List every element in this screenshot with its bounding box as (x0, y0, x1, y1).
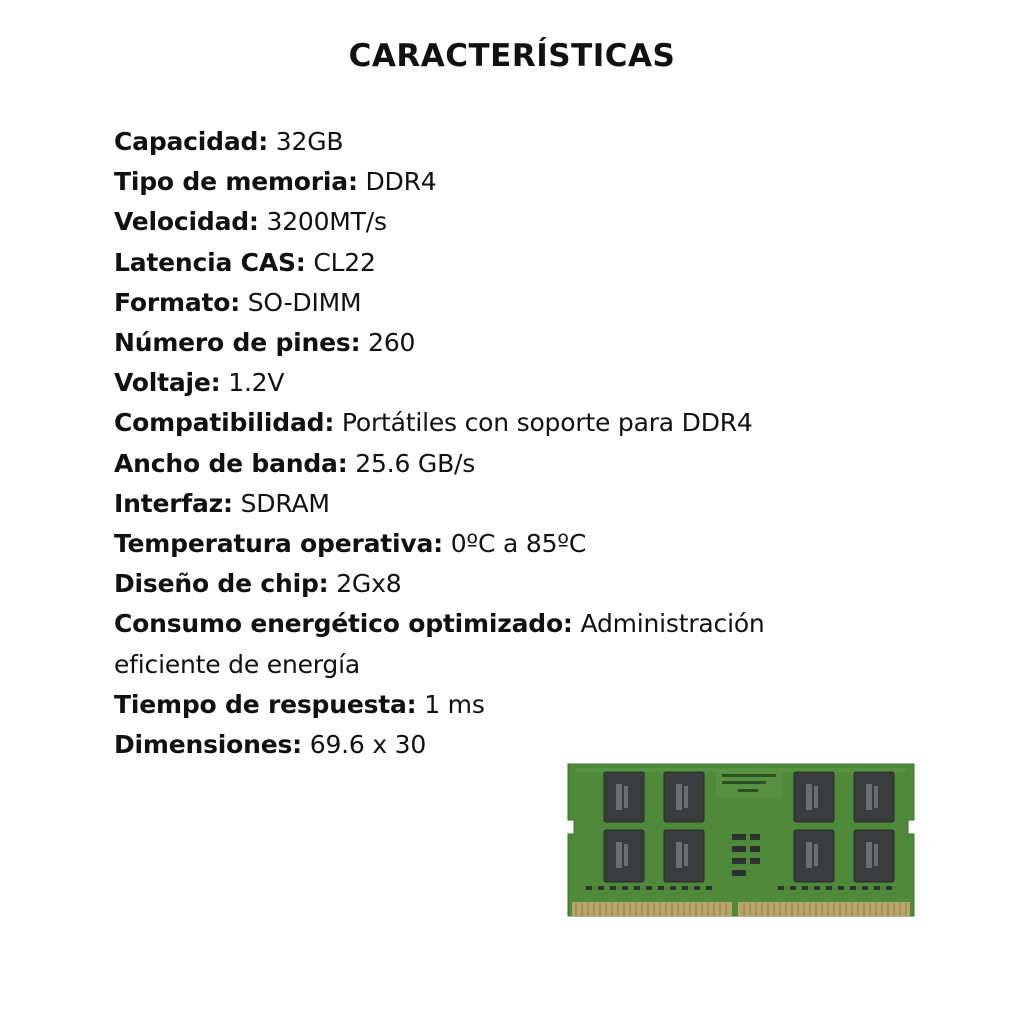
spec-row-velocidad (114, 202, 874, 242)
spec-row-pines (114, 323, 874, 363)
spec-label: Latencia CAS: (114, 247, 306, 277)
spec-value: SO-DIMM (247, 287, 362, 317)
spec-value: DDR4 (365, 167, 437, 197)
spec-value: 69.6 x 30 (309, 730, 427, 760)
spec-value: Portátiles con soporte para DDR4 (341, 408, 753, 438)
spec-value: 32GB (275, 127, 344, 156)
ram-module-icon (566, 762, 916, 918)
spec-row-latencia (114, 243, 874, 283)
spec-value: 0ºC a 85ºC (450, 529, 587, 559)
spec-value: Administración eficiente de energía (114, 609, 765, 679)
spec-row-diseno-chip (114, 564, 874, 604)
spec-row-formato (114, 283, 874, 323)
spec-label: Número de pines: (114, 328, 361, 358)
spec-label: Diseño de chip: (114, 569, 329, 599)
spec-label: Tiempo de respuesta: (114, 689, 417, 719)
spec-list (114, 122, 874, 765)
spec-label: Velocidad: (114, 207, 259, 237)
spec-label: Compatibilidad: (114, 408, 335, 438)
spec-value: SDRAM (240, 488, 330, 518)
spec-label: Tipo de memoria: (114, 167, 358, 197)
spec-row-dimensiones (114, 725, 874, 765)
spec-label: Voltaje: (114, 368, 221, 398)
spec-row-temperatura (114, 524, 874, 564)
spec-value: 2Gx8 (336, 569, 402, 599)
spec-label: Consumo energético optimizado: (114, 609, 573, 639)
spec-value: 260 (368, 328, 416, 358)
spec-value: 3200MT/s (266, 207, 387, 237)
spec-row-consumo (114, 604, 874, 684)
spec-label: Interfaz: (114, 488, 233, 518)
spec-row-voltaje (114, 363, 874, 403)
spec-label: Capacidad: (114, 127, 269, 156)
spec-row-tipo-memoria (114, 162, 874, 202)
page-title: CARACTERÍSTICAS (348, 38, 676, 74)
spec-row-tiempo-respuesta (114, 685, 874, 725)
spec-value: 1 ms (424, 689, 485, 719)
spec-value: 1.2V (228, 368, 285, 398)
spec-label: Dimensiones: (114, 730, 302, 760)
spec-value: 25.6 GB/s (355, 448, 476, 478)
spec-label: Temperatura operativa: (114, 529, 443, 559)
spec-row-capacidad (114, 122, 874, 162)
spec-row-ancho-banda (114, 444, 874, 484)
spec-label: Formato: (114, 287, 241, 317)
spec-value: CL22 (313, 247, 376, 277)
spec-row-interfaz (114, 484, 874, 524)
spec-label: Ancho de banda: (114, 448, 348, 478)
spec-row-compatibilidad (114, 403, 874, 443)
